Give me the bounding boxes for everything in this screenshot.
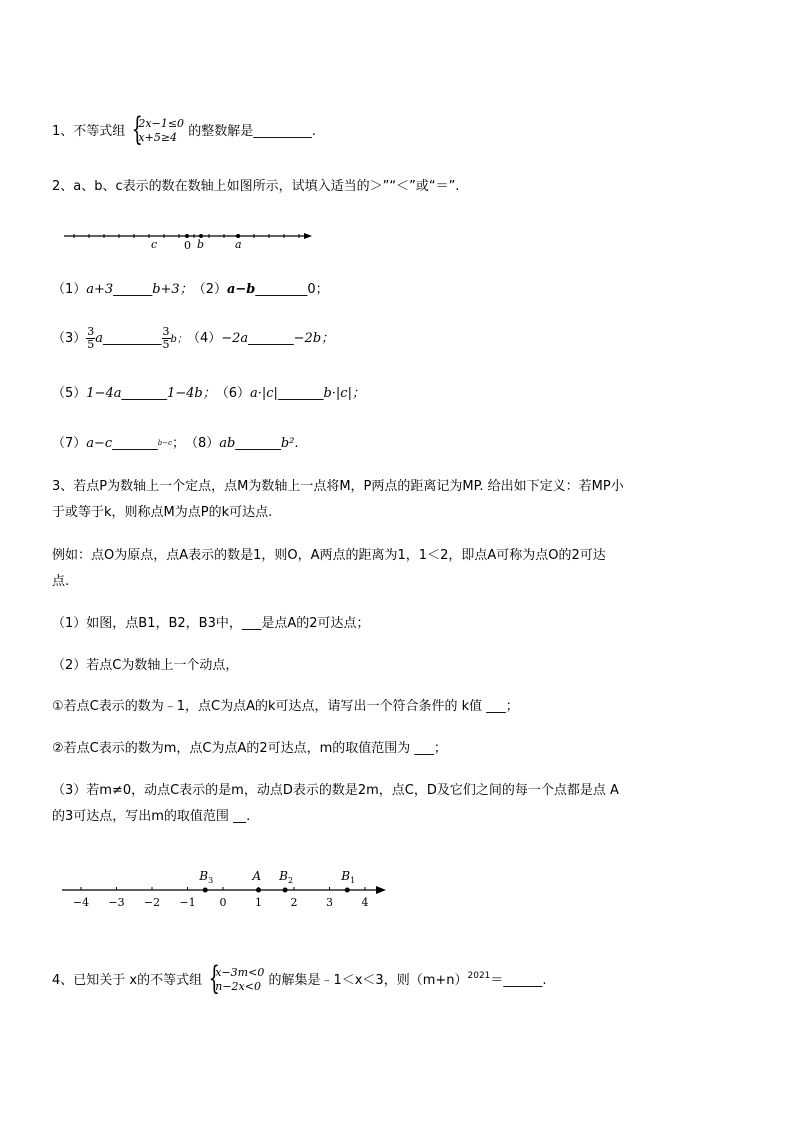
q3-point-label: A [252,869,262,883]
q3-number-line [56,860,396,910]
q2-row3 [52,385,365,403]
q2-item5-left: 1−4a [86,386,122,401]
q3-sub2: （2）若点C为数轴上一个动点， [52,658,239,673]
q2-row4 [52,434,299,453]
q2-item6-left: a·|c| [250,386,278,401]
q3-para1-line1: 3、若点P为数轴上一个定点，点M为数轴上一点将M，P两点的距离记为MP. 给出如下定义：若MP小 [52,479,624,494]
q2-item5-blank: _______ [121,386,167,401]
q4-line [52,966,547,994]
q2-item8-blank: _______ [235,435,281,451]
q2-item3-frac2: $\frac{3}{5}$ [162,325,170,351]
q3-sub3-line2: 的3可达点，写出m的取值范围 __. [52,809,251,824]
q2-item1-right: b+3； [152,282,193,297]
q3-sub2a: ①若点C表示的数为﹣1，点C为点A的k可达点，请写出一个符合条件的 k值 ___； [52,699,519,714]
q2-item1-left: a+3 [86,282,114,297]
q2-item6-num: （6） [215,386,251,401]
q2-item4-num: （4） [186,331,222,346]
q3-example-line1: 例如：点O为原点，点A表示的数是1，则O，A两点的距离为1，1＜2，即点A可称为点O的2可达 [52,548,606,563]
q2-item2-num: （2） [192,282,227,297]
q2-item2-blank: ________ [255,282,308,297]
q2-item3-num: （3） [52,331,87,346]
q3-point-dot [345,888,350,893]
q3-tick-label: −2 [143,896,161,909]
q3-point-dot [283,888,288,893]
q2-item1-blank: ______ [113,282,153,297]
q1-prefix: 1、不等式组 [52,123,126,139]
q2-item5-num: （5） [52,386,87,401]
q1-suffix: 的整数解是_________. [188,123,316,139]
q2-item7-left: a−c [86,435,113,451]
q3-axis-arrow [376,886,386,894]
q2-item8-right: b². [280,435,299,451]
q2-item2-left: a−b [226,282,256,297]
q3-point-label: $B_1$ [341,869,356,885]
q2-item3-var1: a [95,331,104,346]
q2-prompt: 2、a、b、c表示的数在数轴上如图所示，试填入适当的＞”“＜”或“＝”. [52,179,460,194]
q2-item7-num: （7） [52,435,87,451]
q3-tick-label: 4 [361,896,369,909]
q1-line [52,117,316,145]
q3-para1-line2: 于或等于k，则称点M为点P的k可达点. [52,505,273,520]
q2-item8-num: （8） [185,435,220,451]
q3-tick-label: 0 [219,896,227,909]
q4-exponent: 2021 [467,971,491,982]
q3-tick-label: 2 [290,896,298,909]
q2-item4-right: −2b； [293,331,335,346]
q4-tail: ＝______. [490,972,547,988]
q2-item7-blank: _______ [112,435,158,451]
q2-item6-blank: _______ [277,386,324,401]
q2-axis-label-b: b [197,238,205,251]
q2-item8-left: ab [219,435,236,451]
q2-item3-blank: _________ [103,331,162,346]
q1-inequality-system [129,117,184,145]
q2-item7-right: b−c [157,439,172,447]
q3-point-label: $B_2$ [279,869,294,885]
q2-axis-label-c: c [151,238,158,251]
q3-tick-label: −4 [72,896,90,909]
q4-ineq1: { x−3m<0 [215,966,265,979]
q2-item1-num: （1） [52,282,87,297]
q4-prefix: 4、已知关于 x的不等式组 [52,972,203,988]
q3-point-label: $B_3$ [199,869,214,885]
q2-axis-label-a: a [235,238,242,251]
q3-tick-label: −1 [179,896,196,909]
q2-item4-blank: _______ [248,331,294,346]
q2-number-line [60,226,320,252]
q3-point-dot [203,888,208,893]
q2-item7-sep: ； [172,435,186,451]
q2-item3-frac1: $\frac{3}{5}$ [87,325,95,351]
q2-row2 [52,326,334,351]
q2-item2-right: 0； [307,282,329,297]
q3-tick-label: 1 [255,896,262,909]
q3-sub2b: ②若点C表示的数为m，点C为点A的2可达点，m的取值范围为 ___； [52,741,447,756]
q2-item5-right: 1−4b； [166,386,216,401]
q4-inequality-system [206,966,264,994]
q1-ineq2: x+5≥4 [138,131,178,144]
q2-item6-right: b·|c|； [323,386,365,401]
q3-sub1: （1）如图，点B1，B2，B3中，___是点A的2可达点； [52,616,370,631]
q3-example-line2: 点. [52,574,70,589]
q3-tick-label: 3 [326,896,333,909]
q2-item4-left: −2a [221,331,249,346]
q3-sub3-line1: （3）若m≠0，动点C表示的是m，动点D表示的数是2m，点C，D及它们之间的每一个点都是点 A [52,783,619,798]
q4-ineq2: n−2x<0 [215,980,261,993]
q2-item3-var2: b； [170,334,187,345]
q1-ineq1: { 2x−1≤0 [138,117,185,130]
q2-row1 [52,281,329,299]
q3-tick-label: −3 [108,896,125,909]
q2-axis-label-0: 0 [184,239,191,252]
q3-point-dot [256,888,261,893]
q4-suffix: 的解集是﹣1＜x＜3，则（m+n） [268,972,468,988]
